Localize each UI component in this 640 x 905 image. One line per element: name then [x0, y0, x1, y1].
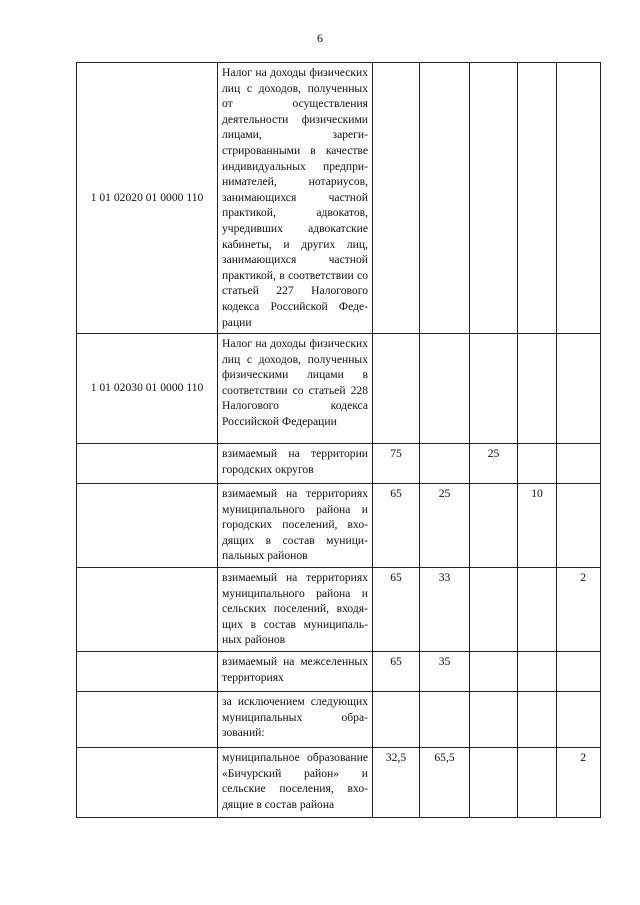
share-value-cell: 65 — [373, 568, 420, 652]
share-value-cell — [470, 748, 518, 818]
share-value-cell — [557, 444, 601, 484]
share-value-cell: 10 — [518, 484, 557, 568]
revenue-name-cell: Налог на доходы физических лиц с доходов, полученных физическими лицами в соответствии со статьей 228 Налогового кодекса Российской Федерации — [218, 334, 373, 444]
share-value-cell — [470, 484, 518, 568]
revenue-name-cell: взимаемый на территориях муниципального района и сельских поселений, входящих в состав муниципальных районов — [218, 568, 373, 652]
share-value-cell: 35 — [420, 652, 470, 692]
share-value-cell — [557, 692, 601, 748]
kbk-code-cell — [77, 748, 218, 818]
share-value-cell — [518, 748, 557, 818]
kbk-code-cell — [77, 444, 218, 484]
table-row — [77, 652, 601, 692]
share-value-cell — [518, 652, 557, 692]
kbk-code-cell — [77, 484, 218, 568]
share-value-cell — [420, 334, 470, 444]
share-value-cell: 75 — [373, 444, 420, 484]
table-row — [77, 484, 601, 568]
share-value-cell — [420, 692, 470, 748]
budget-allocation-table — [76, 62, 601, 818]
page-number: 6 — [317, 31, 323, 45]
share-value-cell — [518, 568, 557, 652]
share-value-cell — [557, 334, 601, 444]
share-value-cell: 32,5 — [373, 748, 420, 818]
share-value-cell — [557, 652, 601, 692]
share-value-cell — [373, 692, 420, 748]
table-row — [77, 63, 601, 334]
revenue-name-cell: муниципальное образование «Бичурский район» и сельские поселения, входящие в состав района — [218, 748, 373, 818]
revenue-name-cell: взимаемый на межселенных территориях — [218, 652, 373, 692]
share-value-cell — [420, 63, 470, 334]
share-value-cell — [420, 444, 470, 484]
share-value-cell — [470, 63, 518, 334]
revenue-name-cell: взимаемый на территории городских округов — [218, 444, 373, 484]
share-value-cell — [518, 444, 557, 484]
share-value-cell — [518, 334, 557, 444]
share-value-cell — [518, 63, 557, 334]
share-value-cell: 33 — [420, 568, 470, 652]
share-value-cell: 2 — [557, 568, 601, 652]
share-value-cell — [518, 692, 557, 748]
kbk-code-cell: 1 01 02020 01 0000 110 — [77, 63, 218, 334]
share-value-cell — [470, 334, 518, 444]
share-value-cell — [470, 568, 518, 652]
kbk-code-cell: 1 01 02030 01 0000 110 — [77, 334, 218, 444]
share-value-cell: 65 — [373, 484, 420, 568]
share-value-cell: 65,5 — [420, 748, 470, 818]
table-row — [77, 692, 601, 748]
share-value-cell — [557, 63, 601, 334]
table-row — [77, 568, 601, 652]
table-row — [77, 748, 601, 818]
share-value-cell: 25 — [470, 444, 518, 484]
kbk-code-cell — [77, 692, 218, 748]
revenue-name-cell: взимаемый на территориях муниципального района и городских поселений, входящих в состав муниципальных районов — [218, 484, 373, 568]
table-row — [77, 334, 601, 444]
share-value-cell: 25 — [420, 484, 470, 568]
share-value-cell — [470, 692, 518, 748]
table-row — [77, 444, 601, 484]
share-value-cell — [373, 63, 420, 334]
kbk-code-cell — [77, 652, 218, 692]
share-value-cell — [373, 334, 420, 444]
revenue-name-cell: за исключением следующих муниципальных образований: — [218, 692, 373, 748]
share-value-cell: 2 — [557, 748, 601, 818]
share-value-cell — [470, 652, 518, 692]
share-value-cell — [557, 484, 601, 568]
revenue-name-cell: Налог на доходы физических лиц с доходов, полученных от осуществления деятельности физическими лицами, зарегистрированными в качестве индивидуальных предпринимателей, нотариусов, занимающихся частной практикой, адвокатов, учредивших адвокатские кабинеты, и других лиц, занимающихся частной практикой, в соответствии со статьей 227 Налогового кодекса Российской Федерации — [218, 63, 373, 334]
share-value-cell: 65 — [373, 652, 420, 692]
kbk-code-cell — [77, 568, 218, 652]
